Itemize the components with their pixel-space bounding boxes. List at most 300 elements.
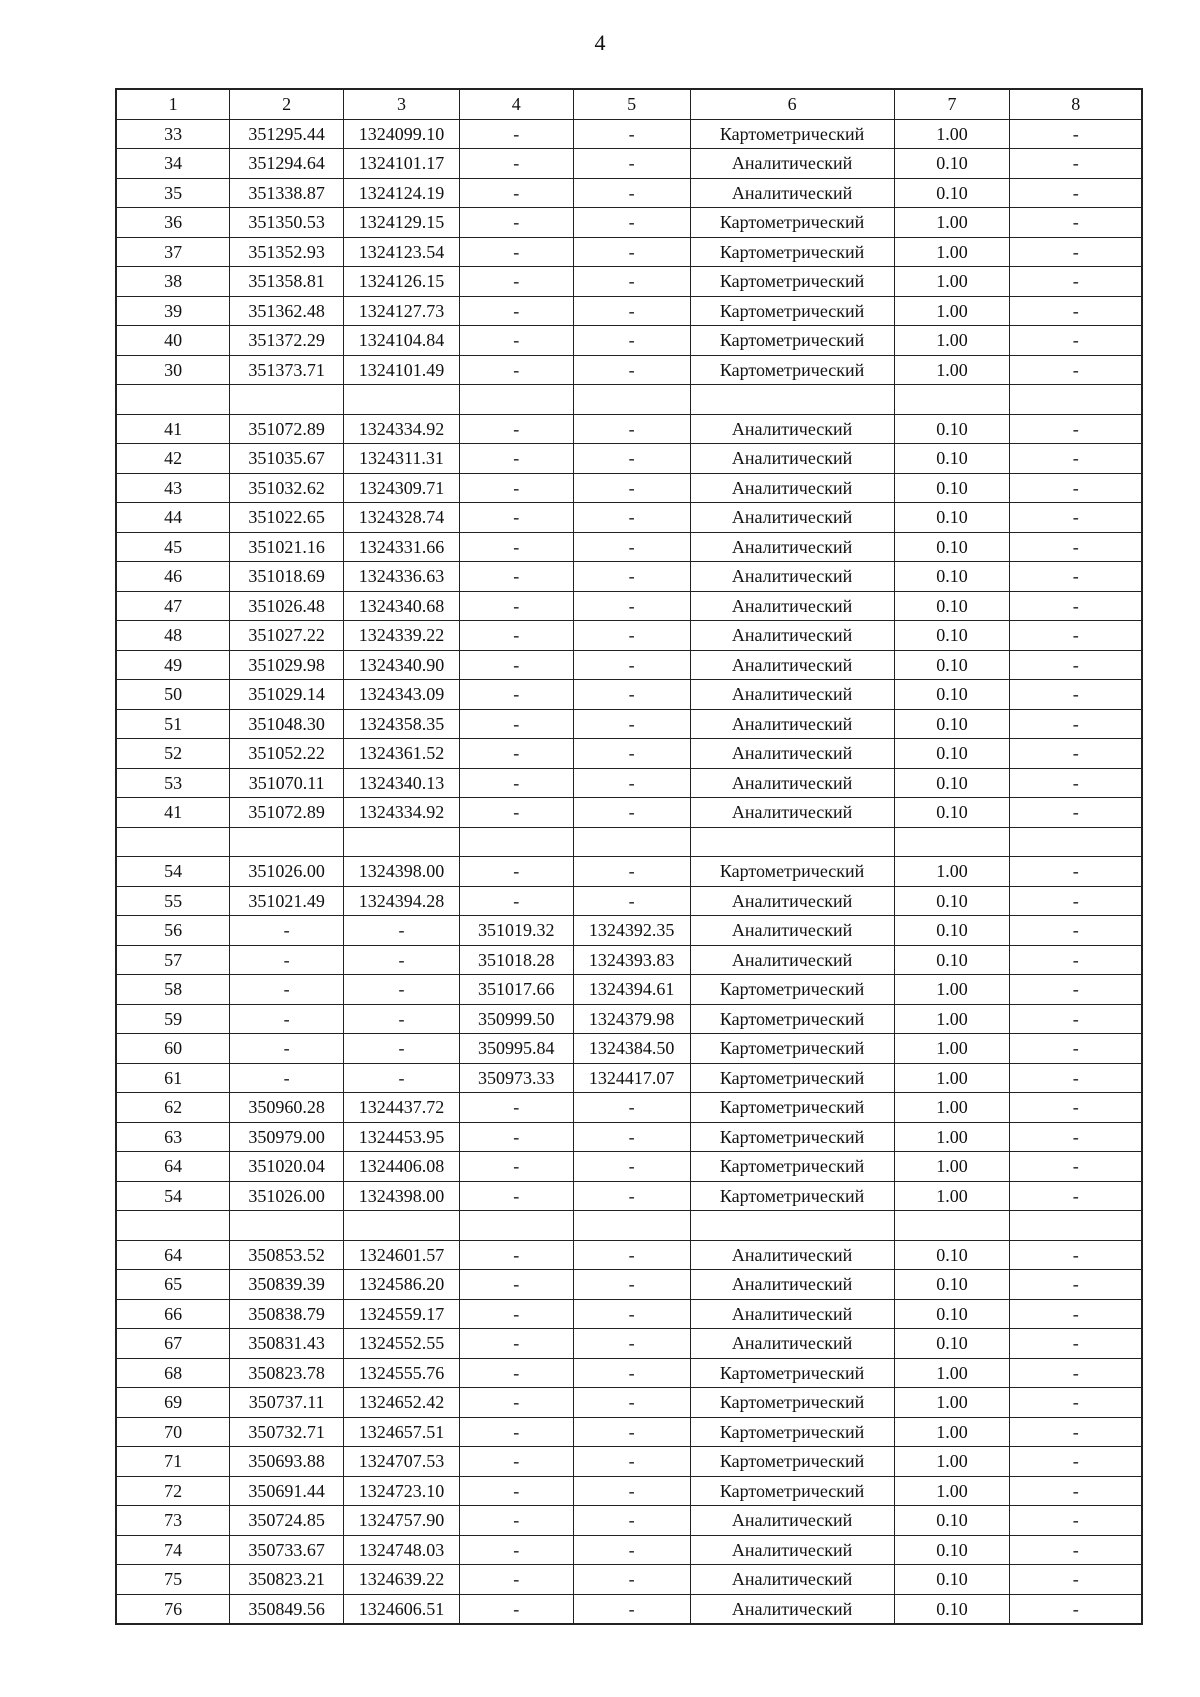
table-cell	[690, 1211, 894, 1241]
table-cell: 350960.28	[230, 1093, 344, 1123]
table-cell: -	[1010, 149, 1142, 179]
table-cell: 41	[116, 798, 230, 828]
table-cell: 59	[116, 1004, 230, 1034]
table-row	[116, 1447, 1142, 1477]
table-cell: Картометрический	[690, 267, 894, 297]
table-cell: 1324606.51	[344, 1594, 460, 1624]
table-cell: -	[1010, 975, 1142, 1005]
table-cell: -	[459, 1329, 573, 1359]
table-cell: -	[459, 1152, 573, 1182]
table-cell	[1010, 1211, 1142, 1241]
table-cell: 54	[116, 857, 230, 887]
table-row	[116, 768, 1142, 798]
table-cell: Картометрический	[690, 355, 894, 385]
table-row	[116, 650, 1142, 680]
table-cell: -	[573, 1476, 690, 1506]
table-row	[116, 1594, 1142, 1624]
table-cell: 1.00	[894, 1181, 1010, 1211]
table-cell: -	[1010, 916, 1142, 946]
table-cell: 1.00	[894, 119, 1010, 149]
table-cell: Картометрический	[690, 326, 894, 356]
table-cell: Картометрический	[690, 1181, 894, 1211]
table-cell: 68	[116, 1358, 230, 1388]
table-cell: -	[230, 1004, 344, 1034]
table-cell	[1010, 385, 1142, 415]
table-row	[116, 1299, 1142, 1329]
table-cell: Картометрический	[690, 296, 894, 326]
table-cell: 1.00	[894, 1122, 1010, 1152]
table-cell	[1010, 827, 1142, 857]
table-cell: -	[1010, 1093, 1142, 1123]
table-row	[116, 1476, 1142, 1506]
table-cell: 351026.00	[230, 1181, 344, 1211]
table-cell: 0.10	[894, 473, 1010, 503]
table-cell: -	[573, 591, 690, 621]
table-cell: -	[573, 1093, 690, 1123]
table-cell: -	[573, 1535, 690, 1565]
table-cell: 1324124.19	[344, 178, 460, 208]
table-cell: Аналитический	[690, 503, 894, 533]
table-cell: -	[1010, 1476, 1142, 1506]
table-cell: -	[459, 1358, 573, 1388]
table-cell: -	[573, 1122, 690, 1152]
table-row	[116, 1329, 1142, 1359]
table-cell: 0.10	[894, 650, 1010, 680]
table-cell: -	[573, 444, 690, 474]
table-cell: 1.00	[894, 975, 1010, 1005]
table-cell: Аналитический	[690, 680, 894, 710]
table-cell: 350979.00	[230, 1122, 344, 1152]
table-cell: -	[1010, 178, 1142, 208]
table-cell: 351018.69	[230, 562, 344, 592]
table-cell: -	[573, 562, 690, 592]
table-cell: 51	[116, 709, 230, 739]
table-cell: -	[1010, 119, 1142, 149]
table-cell: -	[573, 473, 690, 503]
table-cell: 64	[116, 1240, 230, 1270]
table-cell: 63	[116, 1122, 230, 1152]
table-cell: Картометрический	[690, 857, 894, 887]
table-cell: 350973.33	[459, 1063, 573, 1093]
table-cell: -	[1010, 1535, 1142, 1565]
table-cell: -	[1010, 355, 1142, 385]
table-cell: -	[459, 857, 573, 887]
table-cell: 351029.14	[230, 680, 344, 710]
table-cell: 1324334.92	[344, 414, 460, 444]
table-cell: Аналитический	[690, 709, 894, 739]
table-cell: -	[573, 1388, 690, 1418]
table-cell: 71	[116, 1447, 230, 1477]
table-cell: 1.00	[894, 237, 1010, 267]
table-row	[116, 532, 1142, 562]
table-row	[116, 1093, 1142, 1123]
table-cell: 1324361.52	[344, 739, 460, 769]
table-cell: Аналитический	[690, 1270, 894, 1300]
table-cell: 0.10	[894, 1594, 1010, 1624]
table-cell: 54	[116, 1181, 230, 1211]
table-cell: 1324339.22	[344, 621, 460, 651]
table-cell: Картометрический	[690, 119, 894, 149]
table-cell: 1324757.90	[344, 1506, 460, 1536]
table-cell: -	[459, 532, 573, 562]
table-cell	[344, 1211, 460, 1241]
table-cell: -	[344, 1034, 460, 1064]
table-cell: 38	[116, 267, 230, 297]
table-cell: -	[344, 1004, 460, 1034]
table-cell: -	[459, 1417, 573, 1447]
table-cell: 58	[116, 975, 230, 1005]
table-row	[116, 326, 1142, 356]
table-cell: -	[573, 680, 690, 710]
table-cell: 1.00	[894, 857, 1010, 887]
table-row	[116, 414, 1142, 444]
table-cell: 351072.89	[230, 414, 344, 444]
table-cell: 351029.98	[230, 650, 344, 680]
table-cell: 0.10	[894, 886, 1010, 916]
table-cell: 0.10	[894, 1299, 1010, 1329]
column-header: 7	[894, 89, 1010, 119]
table-cell: 1324406.08	[344, 1152, 460, 1182]
table-cell: 1.00	[894, 326, 1010, 356]
table-cell: -	[1010, 1447, 1142, 1477]
table-cell: -	[459, 650, 573, 680]
table-row	[116, 1535, 1142, 1565]
table-cell: 1324748.03	[344, 1535, 460, 1565]
table-cell: 350732.71	[230, 1417, 344, 1447]
table-cell: -	[573, 414, 690, 444]
table-cell: Картометрический	[690, 1122, 894, 1152]
table-cell: 1.00	[894, 1152, 1010, 1182]
table-cell: 0.10	[894, 503, 1010, 533]
table-cell: 0.10	[894, 1329, 1010, 1359]
table-cell: 1324417.07	[573, 1063, 690, 1093]
table-cell: 52	[116, 739, 230, 769]
table-row	[116, 1565, 1142, 1595]
table-cell: -	[573, 208, 690, 238]
table-cell: 1.00	[894, 296, 1010, 326]
table-cell: 41	[116, 414, 230, 444]
table-cell: Аналитический	[690, 945, 894, 975]
table-cell: -	[1010, 1034, 1142, 1064]
table-cell: 33	[116, 119, 230, 149]
table-cell: 1324126.15	[344, 267, 460, 297]
table-cell: 1.00	[894, 1476, 1010, 1506]
table-cell: -	[573, 621, 690, 651]
table-cell: -	[1010, 1388, 1142, 1418]
table-cell: 350733.67	[230, 1535, 344, 1565]
table-cell: Картометрический	[690, 208, 894, 238]
table-cell: -	[459, 1506, 573, 1536]
table-cell: 0.10	[894, 532, 1010, 562]
table-row	[116, 886, 1142, 916]
table-cell: -	[230, 1034, 344, 1064]
table-cell: 40	[116, 326, 230, 356]
table-cell: 1324127.73	[344, 296, 460, 326]
table-cell: -	[459, 680, 573, 710]
table-cell: -	[573, 1270, 690, 1300]
table-cell: 351021.16	[230, 532, 344, 562]
table-cell: -	[1010, 857, 1142, 887]
table-cell	[230, 385, 344, 415]
table-cell: -	[1010, 237, 1142, 267]
table-cell: -	[459, 562, 573, 592]
table-cell: 351020.04	[230, 1152, 344, 1182]
table-cell: -	[573, 709, 690, 739]
table-cell: 1324657.51	[344, 1417, 460, 1447]
table-cell: 350999.50	[459, 1004, 573, 1034]
table-row	[116, 709, 1142, 739]
table-cell: 1324309.71	[344, 473, 460, 503]
table-cell: 1324104.84	[344, 326, 460, 356]
table-cell: -	[573, 739, 690, 769]
table-cell: -	[459, 237, 573, 267]
table-cell: Картометрический	[690, 1417, 894, 1447]
column-header: 8	[1010, 89, 1142, 119]
table-cell: 49	[116, 650, 230, 680]
table-cell: Аналитический	[690, 1565, 894, 1595]
table-cell: Аналитический	[690, 473, 894, 503]
table-cell: 70	[116, 1417, 230, 1447]
table-cell: -	[573, 768, 690, 798]
table-cell: 1324311.31	[344, 444, 460, 474]
table-cell: Картометрический	[690, 1476, 894, 1506]
table-cell: 351017.66	[459, 975, 573, 1005]
table-cell: 351373.71	[230, 355, 344, 385]
table-cell: 351048.30	[230, 709, 344, 739]
table-cell: 350853.52	[230, 1240, 344, 1270]
table-cell: 37	[116, 237, 230, 267]
table-cell: -	[459, 1299, 573, 1329]
table-cell: 1324453.95	[344, 1122, 460, 1152]
table-cell: -	[1010, 621, 1142, 651]
table-cell: Аналитический	[690, 1506, 894, 1536]
table-cell: Аналитический	[690, 532, 894, 562]
table-cell: 351338.87	[230, 178, 344, 208]
table-cell: -	[459, 296, 573, 326]
table-cell: 75	[116, 1565, 230, 1595]
table-row	[116, 916, 1142, 946]
table-separator-row	[116, 827, 1142, 857]
table-cell	[459, 1211, 573, 1241]
table-cell: 0.10	[894, 680, 1010, 710]
table-cell: 1324652.42	[344, 1388, 460, 1418]
table-cell: 0.10	[894, 1506, 1010, 1536]
table-cell: 351362.48	[230, 296, 344, 326]
table-row	[116, 267, 1142, 297]
table-cell: 1324379.98	[573, 1004, 690, 1034]
table-cell: -	[459, 709, 573, 739]
table-cell: 351052.22	[230, 739, 344, 769]
table-cell: -	[459, 798, 573, 828]
table-cell: -	[459, 355, 573, 385]
table-cell: 1324340.90	[344, 650, 460, 680]
table-cell: Картометрический	[690, 1004, 894, 1034]
table-cell: -	[573, 178, 690, 208]
table-cell: -	[230, 975, 344, 1005]
table-cell: 0.10	[894, 945, 1010, 975]
table-cell: 0.10	[894, 1270, 1010, 1300]
table-row	[116, 1240, 1142, 1270]
table-cell: -	[459, 1270, 573, 1300]
table-cell: 39	[116, 296, 230, 326]
coordinates-table	[115, 88, 1143, 1625]
table-cell: Аналитический	[690, 149, 894, 179]
table-cell: -	[573, 1358, 690, 1388]
table-cell: Аналитический	[690, 414, 894, 444]
table-cell: Картометрический	[690, 1063, 894, 1093]
table-cell: -	[1010, 886, 1142, 916]
table-cell: Аналитический	[690, 768, 894, 798]
table-cell: 55	[116, 886, 230, 916]
column-header: 2	[230, 89, 344, 119]
table-cell: 56	[116, 916, 230, 946]
table-cell: 30	[116, 355, 230, 385]
table-cell: 1324639.22	[344, 1565, 460, 1595]
table-cell: -	[459, 149, 573, 179]
table-cell: -	[573, 1152, 690, 1182]
table-cell: Аналитический	[690, 886, 894, 916]
table-cell: 1324398.00	[344, 1181, 460, 1211]
table-cell: -	[459, 1565, 573, 1595]
table-cell: 350995.84	[459, 1034, 573, 1064]
table-cell: 350823.78	[230, 1358, 344, 1388]
page-number: 4	[594, 30, 606, 55]
table-cell: -	[1010, 1358, 1142, 1388]
table-cell: -	[573, 1447, 690, 1477]
table-cell: -	[1010, 591, 1142, 621]
table-separator-row	[116, 385, 1142, 415]
table-cell: -	[1010, 768, 1142, 798]
table-cell: 351026.48	[230, 591, 344, 621]
table-body	[116, 89, 1142, 1624]
table-cell: 34	[116, 149, 230, 179]
table-cell: 74	[116, 1535, 230, 1565]
table-cell: 1324336.63	[344, 562, 460, 592]
table-cell: 65	[116, 1270, 230, 1300]
table-cell: -	[1010, 444, 1142, 474]
table-cell: -	[1010, 208, 1142, 238]
table-cell: 1324099.10	[344, 119, 460, 149]
table-cell: 350839.39	[230, 1270, 344, 1300]
table-row	[116, 149, 1142, 179]
table-cell: -	[1010, 1240, 1142, 1270]
table-cell: 0.10	[894, 798, 1010, 828]
table-cell: Картометрический	[690, 1388, 894, 1418]
table-cell: Аналитический	[690, 1299, 894, 1329]
table-cell: -	[459, 1535, 573, 1565]
table-cell: 0.10	[894, 1565, 1010, 1595]
table-cell: 1.00	[894, 1093, 1010, 1123]
table-cell: -	[1010, 1152, 1142, 1182]
table-cell: 66	[116, 1299, 230, 1329]
table-cell	[573, 385, 690, 415]
table-cell: 1324101.49	[344, 355, 460, 385]
table-row	[116, 1506, 1142, 1536]
table-cell	[894, 1211, 1010, 1241]
table-row	[116, 739, 1142, 769]
table-cell: Аналитический	[690, 916, 894, 946]
table-cell: -	[573, 149, 690, 179]
table-cell: 57	[116, 945, 230, 975]
table-cell: -	[573, 1329, 690, 1359]
table-cell: 0.10	[894, 916, 1010, 946]
table-cell: -	[1010, 414, 1142, 444]
table-cell: Аналитический	[690, 1535, 894, 1565]
table-cell: Картометрический	[690, 975, 894, 1005]
table-cell: -	[1010, 532, 1142, 562]
table-cell: -	[573, 532, 690, 562]
table-cell: 1.00	[894, 1417, 1010, 1447]
table-cell: Аналитический	[690, 621, 894, 651]
table-cell: 1324437.72	[344, 1093, 460, 1123]
table-cell: -	[1010, 1270, 1142, 1300]
table-cell: -	[573, 1240, 690, 1270]
table-cell	[230, 827, 344, 857]
table-cell: -	[1010, 1004, 1142, 1034]
table-cell: 0.10	[894, 178, 1010, 208]
table-cell	[344, 385, 460, 415]
table-cell: 1.00	[894, 1358, 1010, 1388]
table-cell: 76	[116, 1594, 230, 1624]
table-row	[116, 1181, 1142, 1211]
column-header: 6	[690, 89, 894, 119]
table-cell: 0.10	[894, 562, 1010, 592]
table-cell: -	[459, 326, 573, 356]
table-cell: 1.00	[894, 1063, 1010, 1093]
table-row	[116, 1034, 1142, 1064]
table-cell: -	[344, 945, 460, 975]
table-cell: 46	[116, 562, 230, 592]
table-cell	[894, 827, 1010, 857]
table-cell: -	[459, 119, 573, 149]
table-cell: 1.00	[894, 1388, 1010, 1418]
table-cell: -	[459, 444, 573, 474]
table-cell: -	[459, 1093, 573, 1123]
table-cell: 0.10	[894, 1240, 1010, 1270]
table-row	[116, 591, 1142, 621]
table-cell: -	[573, 650, 690, 680]
table-cell: 1324123.54	[344, 237, 460, 267]
column-header: 3	[344, 89, 460, 119]
table-cell	[573, 1211, 690, 1241]
table-cell: 1.00	[894, 1447, 1010, 1477]
table-cell: 1324334.92	[344, 798, 460, 828]
table-cell: 351372.29	[230, 326, 344, 356]
table-cell: 44	[116, 503, 230, 533]
table-row	[116, 1358, 1142, 1388]
table-cell: -	[573, 1565, 690, 1595]
table-row	[116, 1152, 1142, 1182]
table-cell: 351021.49	[230, 886, 344, 916]
table-cell: 0.10	[894, 591, 1010, 621]
table-cell: 73	[116, 1506, 230, 1536]
table-row	[116, 1270, 1142, 1300]
table-cell: -	[459, 473, 573, 503]
table-cell: 72	[116, 1476, 230, 1506]
table-separator-row	[116, 1211, 1142, 1241]
table-cell: Аналитический	[690, 1329, 894, 1359]
table-cell: -	[573, 237, 690, 267]
table-cell: Аналитический	[690, 650, 894, 680]
table-row	[116, 562, 1142, 592]
table-cell: -	[1010, 1299, 1142, 1329]
table-cell: 61	[116, 1063, 230, 1093]
table-cell	[894, 385, 1010, 415]
table-cell: -	[459, 267, 573, 297]
table-cell: 1.00	[894, 208, 1010, 238]
table-row	[116, 355, 1142, 385]
table-cell: 351019.32	[459, 916, 573, 946]
